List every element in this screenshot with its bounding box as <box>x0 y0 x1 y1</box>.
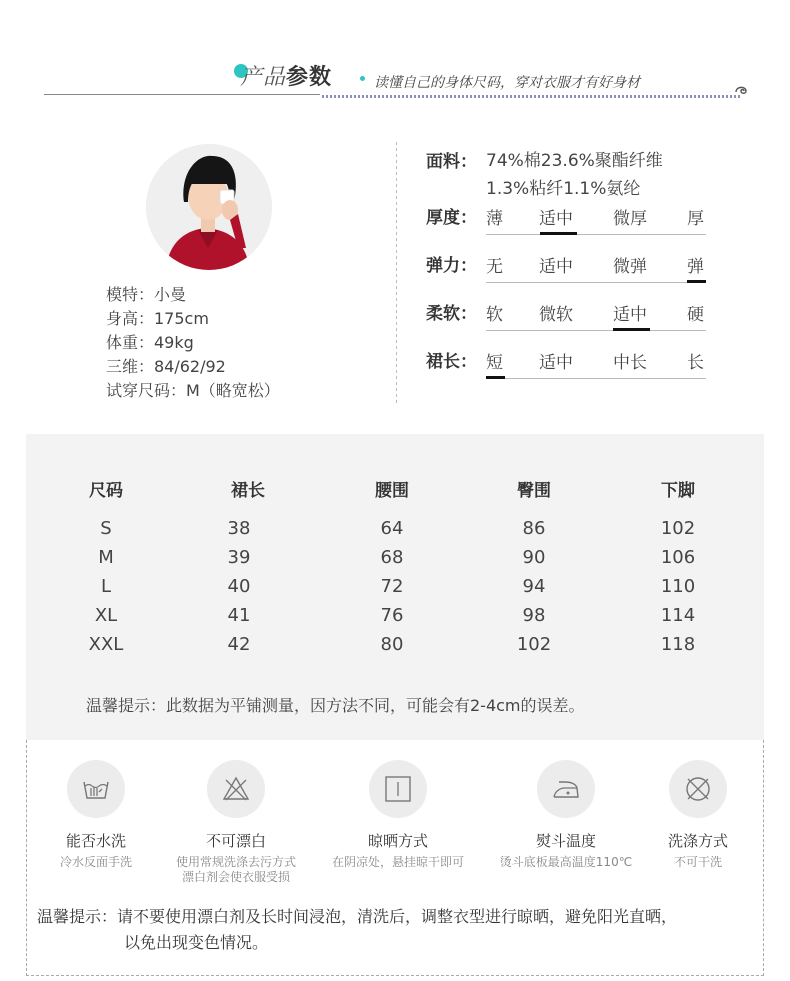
attr-option: 微软 <box>539 305 573 325</box>
size-note: 温馨提示：此数据为平铺测量，因方法不同，可能会有2-4cm的误差。 <box>86 696 585 715</box>
attr-baseline <box>486 378 706 379</box>
col-header-size: 尺码 <box>89 481 123 501</box>
attr-row-length <box>426 347 706 379</box>
table-cell: 72 <box>380 576 404 597</box>
table-cell: 94 <box>522 576 546 597</box>
col-header-hem: 下脚 <box>661 481 695 501</box>
attr-option: 微弹 <box>613 257 647 277</box>
swirl-icon <box>734 82 748 96</box>
section-header <box>0 0 790 110</box>
attr-option: 软 <box>486 305 503 325</box>
col-header-length: 裙长 <box>231 481 265 501</box>
size-table-panel <box>26 434 764 740</box>
model-trial-size: 试穿尺码：M（略宽松） <box>106 381 280 400</box>
attr-option: 硬 <box>687 305 704 325</box>
attr-baseline <box>486 282 706 283</box>
table-cell: 102 <box>516 634 552 655</box>
care-section <box>26 740 764 976</box>
fabric-label: 面料： <box>426 152 477 172</box>
attr-option: 薄 <box>486 209 503 229</box>
care-item-wash <box>21 760 171 870</box>
fabric-value <box>486 147 746 203</box>
table-cell: S <box>100 518 112 539</box>
line-dry-icon <box>369 760 427 818</box>
attr-baseline <box>486 234 706 235</box>
care-item-iron <box>491 760 641 870</box>
care-item-bleach <box>161 760 311 885</box>
table-cell: 38 <box>227 518 251 539</box>
table-cell: L <box>100 576 112 597</box>
care-tip-line-2: 以免出现变色情况。 <box>124 933 269 952</box>
attr-label: 裙长： <box>426 352 477 372</box>
header-bullet <box>360 76 365 81</box>
table-cell: 110 <box>660 576 696 597</box>
iron-icon <box>537 760 595 818</box>
table-cell: M <box>98 547 114 568</box>
attr-selected-marker <box>540 232 577 235</box>
care-subtitle: 在阴凉处，悬挂晾干即可 <box>331 855 464 869</box>
care-title: 熨斗温度 <box>535 832 596 850</box>
care-title: 洗涤方式 <box>667 832 728 850</box>
model-photo <box>146 144 272 270</box>
attr-label: 柔软： <box>426 304 477 324</box>
header-rule <box>44 94 320 95</box>
table-cell: 41 <box>227 605 251 626</box>
care-tip-line-1: 温馨提示：请不要使用漂白剂及长时间浸泡，清洗后，调整衣型进行晾晒，避免阳光直晒， <box>37 907 678 926</box>
table-cell: 76 <box>380 605 404 626</box>
attr-option: 短 <box>486 353 503 373</box>
attr-option: 长 <box>687 353 704 373</box>
col-header-hip: 臀围 <box>517 481 551 501</box>
fabric-line-2: 1.3%粘纤1.1%氨纶 <box>486 179 641 199</box>
attr-selected-marker <box>687 280 706 283</box>
attr-baseline <box>486 330 706 331</box>
attr-option: 适中 <box>539 353 573 373</box>
attr-option: 微厚 <box>613 209 647 229</box>
table-cell: 39 <box>227 547 251 568</box>
table-cell: 118 <box>660 634 696 655</box>
care-subtitle-2: 漂白剂会使衣服受损 <box>181 870 290 884</box>
attr-option: 适中 <box>539 209 573 229</box>
care-item-dry <box>323 760 473 870</box>
care-tip <box>37 904 757 956</box>
table-cell: 80 <box>380 634 404 655</box>
attr-option: 弹 <box>687 257 704 277</box>
section-subtitle: 读懂自己的身体尺码，穿对衣服才有好身材 <box>374 75 640 91</box>
model-height: 身高：175cm <box>106 309 209 328</box>
table-cell: 68 <box>380 547 404 568</box>
care-subtitle: 使用常规洗涤去污方式 <box>175 855 296 869</box>
model-weight: 体重：49kg <box>106 333 194 352</box>
fabric-line-1: 74%棉23.6%聚酯纤维 <box>486 151 663 171</box>
attr-option: 适中 <box>613 305 647 325</box>
model-avatar <box>146 144 272 270</box>
attr-label: 弹力： <box>426 256 477 276</box>
table-cell: 90 <box>522 547 546 568</box>
model-measurements: 三维：84/62/92 <box>106 357 226 376</box>
attr-row-elasticity <box>426 251 706 283</box>
col-header-waist: 腰围 <box>375 481 409 501</box>
vertical-divider <box>396 142 397 404</box>
no-dry-clean-icon <box>669 760 727 818</box>
care-subtitle: 冷水反面手洗 <box>59 855 132 869</box>
attr-option: 中长 <box>613 353 647 373</box>
table-cell: XL <box>94 605 118 626</box>
care-title: 不可漂白 <box>205 832 266 850</box>
table-cell: 98 <box>522 605 546 626</box>
care-subtitle: 烫斗底板最高温度110℃ <box>499 855 633 869</box>
attr-option: 厚 <box>687 209 704 229</box>
attr-row-thickness <box>426 203 706 235</box>
table-cell: 114 <box>660 605 696 626</box>
attr-label: 厚度： <box>426 208 477 228</box>
attr-selected-marker <box>486 376 505 379</box>
table-cell: XXL <box>88 634 124 655</box>
table-cell: 106 <box>660 547 696 568</box>
table-cell: 102 <box>660 518 696 539</box>
attr-selected-marker <box>613 328 650 331</box>
care-item-dryclean <box>623 760 773 870</box>
table-cell: 64 <box>380 518 404 539</box>
attr-row-softness <box>426 299 706 331</box>
attr-option: 无 <box>486 257 503 277</box>
hand-wash-icon <box>67 760 125 818</box>
attr-option: 适中 <box>539 257 573 277</box>
header-dotted-rule <box>322 95 742 98</box>
section-title-bold: 参数 <box>286 65 333 90</box>
care-title: 晾晒方式 <box>367 832 428 850</box>
table-cell: 86 <box>522 518 546 539</box>
section-title <box>240 60 332 91</box>
section-title-light: 产品 <box>240 65 287 90</box>
table-cell: 42 <box>227 634 251 655</box>
care-title: 能否水洗 <box>65 832 126 850</box>
no-bleach-icon <box>207 760 265 818</box>
model-info <box>106 283 280 403</box>
model-name: 模特：小曼 <box>106 285 187 304</box>
care-subtitle: 不可干洗 <box>673 855 722 869</box>
table-cell: 40 <box>227 576 251 597</box>
